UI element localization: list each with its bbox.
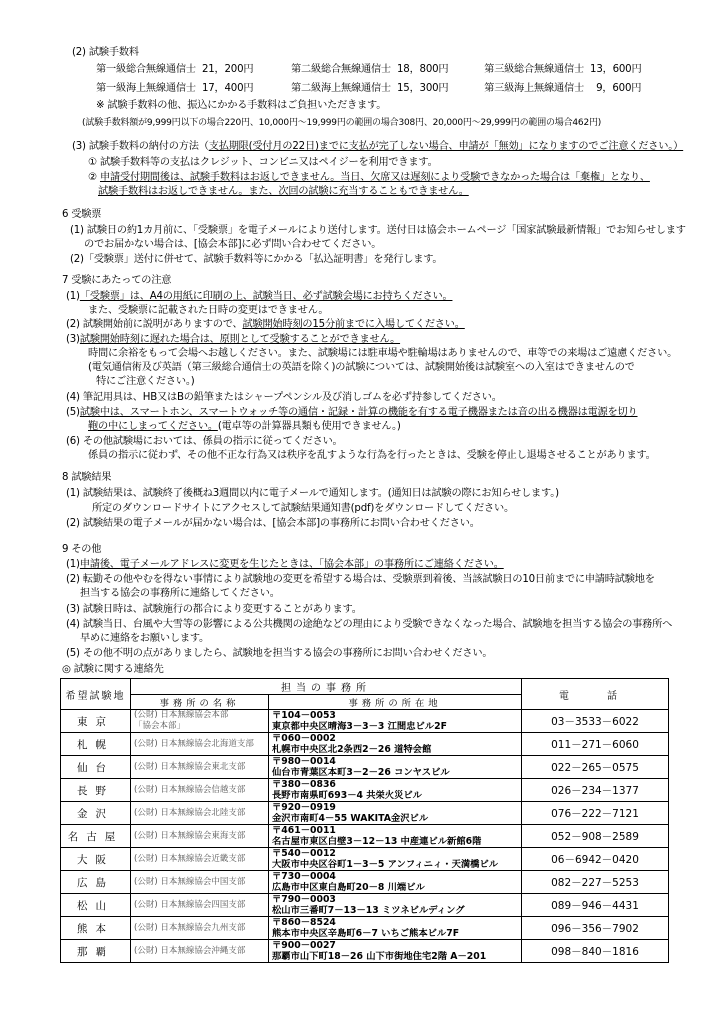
office-name-cell — [131, 871, 269, 894]
phone-cell: 03－3533－6022 — [522, 710, 669, 733]
table-row — [61, 825, 669, 848]
office-address-cell — [269, 871, 522, 894]
office-name: (公財) 日本無線協会沖縄支部 — [134, 945, 246, 956]
fee-note-2: (試験手数料額が9,999円以下の場合220円、10,000円～19,999円の範囲の場合308円、20,000円～29,999円の範囲の場合462円) — [82, 118, 602, 128]
phone-cell: 026－234－1377 — [522, 779, 669, 802]
s7-line-9 — [66, 406, 638, 419]
s7-device-notice: 試験中は、スマートホン、スマートウォッチ等の通信・記録・計算の機能を有する電子機器または音の出る機器は電源を切り — [79, 407, 638, 418]
office-address-cell — [269, 848, 522, 871]
office-name: (公財) 日本無線協会東北支部 — [134, 761, 246, 772]
office-address-cell — [269, 733, 522, 756]
postal-code: 〒060－0002 — [272, 733, 336, 744]
phone-cell: 076－222－7121 — [522, 802, 669, 825]
fee-note-1: ※ 試験手数料の他、振込にかかる手数料はご負担いただきます。 — [96, 100, 387, 111]
street-address: 那覇市山下町18－26 山下市街地住宅2階 A－201 — [272, 951, 487, 962]
office-name-cell — [131, 940, 269, 963]
street-address: 大阪市中央区谷町1－3－5 アンフィニィ・天満橋ビル — [272, 859, 499, 870]
header-phone: 電 話 — [522, 679, 669, 710]
fee-amount: 17，400円 — [201, 83, 254, 94]
city-cell: 広島 — [61, 871, 131, 894]
table-row — [61, 894, 669, 917]
table-row — [61, 917, 669, 940]
pay-label: (3) 試験手数料の納付の方法（ — [72, 141, 209, 152]
s9-line-3: 担当する協会の事務所に連絡してください。 — [80, 588, 280, 599]
office-name: (公財) 日本無線協会北陸支部 — [134, 807, 246, 818]
fee-name: 第一級総合無線通信士 — [96, 64, 196, 75]
phone-cell: 06－6942－0420 — [522, 848, 669, 871]
header-office-address: 事務所の所在地 — [269, 695, 522, 710]
city-cell: 大阪 — [61, 848, 131, 871]
office-name-cell — [131, 825, 269, 848]
s7-line-10 — [88, 420, 401, 433]
office-address-cell — [269, 710, 522, 733]
s6-line-3: (2)「受験票」送付に併せて、試験手数料等にかかる「払込証明書」を発行します。 — [70, 254, 443, 265]
pay-line-2: ① 試験手数料等の支払はクレジット、コンビニ又はペイジーを利用できます。 — [88, 157, 438, 168]
s9-line-5: (4) 試験当日、台風や大雪等の影響による公共機関の途絶などの理由により受験できなくなった場合、試験地を担当する協会の事務所へ — [66, 619, 673, 630]
phone-cell: 082－227－5253 — [522, 871, 669, 894]
s9-num: (1) — [66, 559, 80, 570]
office-address-cell — [269, 825, 522, 848]
s7-num: (5) — [66, 407, 80, 418]
office-name-cell — [131, 733, 269, 756]
office-name-cell — [131, 802, 269, 825]
office-name: (公財) 日本無線協会信越支部 — [134, 784, 246, 795]
s7-num: (1) — [66, 291, 80, 302]
office-name: (公財) 日本無線協会北海道支部 — [134, 738, 254, 749]
s7-line-3 — [66, 318, 465, 331]
pay-num: ② — [88, 172, 100, 183]
office-name-cell — [131, 710, 269, 733]
city-cell: 東京 — [61, 710, 131, 733]
city-cell: 金沢 — [61, 802, 131, 825]
office-name-cell — [131, 848, 269, 871]
office-address-cell — [269, 779, 522, 802]
fee-amount: 15，300円 — [397, 83, 449, 94]
postal-code: 〒104－0053 — [272, 710, 336, 721]
fee-amount: 21，200円 — [201, 64, 254, 75]
s9-line-1 — [66, 558, 504, 571]
table-header-row — [61, 679, 669, 695]
header-office-name: 事務所の名称 — [131, 695, 269, 710]
postal-code: 〒980－0014 — [272, 756, 336, 767]
street-address: 長野市南県町693－4 共栄火災ビル — [272, 790, 422, 801]
office-name: (公財) 日本無線協会東海支部 — [134, 830, 246, 841]
office-address-cell — [269, 756, 522, 779]
office-address-cell — [269, 917, 522, 940]
office-name-cell — [131, 917, 269, 940]
street-address: 仙台市青葉区本町3－2－26 コンヤスビル — [272, 767, 450, 778]
section-8-title: 8 試験結果 — [62, 472, 112, 483]
s9-line-4: (3) 試験日時は、試験施行の都合により変更することがあります。 — [66, 604, 362, 615]
fee-name: 第二級総合無線通信士 — [291, 64, 391, 75]
office-name: (公財) 日本無線協会四国支部 — [134, 899, 246, 910]
s9-line-2: (2) 転勤その他やむを得ない事情により試験地の変更を希望する場合は、受験票到着後、当該試験日の10日前までに申請時試験地を — [66, 574, 655, 585]
fee-heading: (2) 試験手数料 — [72, 47, 139, 58]
city-cell: 長野 — [61, 779, 131, 802]
s9-line-6: 早めに連絡をお願いします。 — [80, 633, 210, 644]
fee-name: 第三級海上無線通信士 — [484, 83, 584, 94]
s6-line-2: のでお届かない場合は、[協会本部]に必ず問い合わせてください。 — [84, 239, 382, 250]
city-cell: 仙台 — [61, 756, 131, 779]
pay-line-3 — [88, 171, 650, 184]
section-7-title: 7 受験にあたっての注意 — [62, 275, 172, 286]
s8-line-3: (2) 試験結果の電子メールが届かない場合は、[協会本部]の事務所にお問い合わせください。 — [66, 518, 480, 529]
phone-cell: 011－271－6060 — [522, 733, 669, 756]
office-address-cell — [269, 894, 522, 917]
postal-code: 〒730－0004 — [272, 871, 336, 882]
fee-name: 第一級海上無線通信士 — [96, 83, 196, 94]
section-9-title: 9 その他 — [62, 544, 102, 555]
table-row — [61, 779, 669, 802]
table-row — [61, 871, 669, 894]
street-address: 松山市三番町7－13－13 ミツネビルディング — [272, 905, 465, 916]
s8-line-2: 所定のダウンロードサイトにアクセスして試験結果通知書(pdf)をダウンロードしてください。 — [92, 503, 514, 514]
phone-cell: 089－946－4431 — [522, 894, 669, 917]
fee-amount: 9，600円 — [596, 83, 642, 94]
city-cell: 松山 — [61, 894, 131, 917]
street-address: 金沢市南町4－55 WAKITA金沢ビル — [272, 813, 429, 824]
s8-line-1: (1) 試験結果は、試験終了後概ね3週間以内に電子メールで通知します。(通知日は試験の際にお知らせします。) — [66, 488, 559, 499]
contacts-title: ◎ 試験に関する連絡先 — [62, 664, 164, 675]
fee-row-1 — [96, 63, 641, 76]
s7-line-5: 時間に余裕をもって会場へお越しください。また、試験場には駐車場や駐輪場はありませんので、車等での来場はご遠慮ください。 — [88, 348, 678, 359]
s7-ticket-notice: 「受験票」は、A4の用紙に印刷の上、試験当日、必ず試験会場にお持ちください。 — [79, 291, 453, 302]
office-address-cell — [269, 802, 522, 825]
s6-line-1: (1) 試験日の約1カ月前に、「受験票」を電子メールにより送付します。送付日は協会ホームページ「国家試験最新情報」でお知らせします — [70, 225, 686, 236]
city-cell: 名古屋 — [61, 825, 131, 848]
fee-name: 第三級総合無線通信士 — [484, 64, 584, 75]
s9-email-notice: 申請後、電子メールアドレスに変更を生じたときは、「協会本部」の事務所にご連絡ください。 — [79, 559, 504, 570]
s7-line-12: 係員の指示に従わず、その他不正な行為又は秩序を乱すような行為を行ったときは、受験を停止し退場させることがあります。 — [88, 450, 656, 461]
street-address: 名古屋市東区白壁3－12－13 中産連ビル新館6階 — [272, 836, 482, 847]
pay-deadline-warning: 支払期限(受付月の22日)までに支払が完了しない場合、申請が「無効」になりますのでご注意ください。） — [208, 141, 684, 152]
s7-entry-notice: 試験開始時刻の15分前までに入場してください。 — [242, 319, 465, 330]
phone-cell: 052－908－2589 — [522, 825, 669, 848]
city-cell: 熊本 — [61, 917, 131, 940]
city-cell: 那覇 — [61, 940, 131, 963]
office-name-cell — [131, 756, 269, 779]
table-row — [61, 756, 669, 779]
office-name: (公財) 日本無線協会近畿支部 — [134, 853, 246, 864]
postal-code: 〒461－0011 — [272, 825, 336, 836]
office-name: (公財) 日本無線協会本部 — [134, 710, 229, 720]
s7-line-2: また、受験票に記載された日時の変更はできません。 — [88, 305, 329, 316]
fee-row-2 — [96, 82, 641, 95]
table-row — [61, 733, 669, 756]
s7-late-notice: 試験開始時刻に遅れた場合は、原則として受験することができません。 — [79, 334, 401, 345]
s7-text: (2) 試験開始前に説明がありますので、 — [66, 319, 243, 330]
office-name-cell — [131, 779, 269, 802]
table-row — [61, 710, 669, 733]
fee-amount: 13，600円 — [590, 64, 642, 75]
postal-code: 〒920－0919 — [272, 802, 336, 813]
street-address: 熊本市中央区辛島町6－7 いちご熊本ビル7F — [272, 928, 460, 939]
office-name: (公財) 日本無線協会九州支部 — [134, 922, 246, 933]
office-alias: 「協会本部」 — [134, 721, 186, 731]
street-address: 広島市中区東白島町20－8 川端ビル — [272, 882, 425, 893]
street-address: 札幌市中央区北2条西2－26 道特会館 — [272, 744, 432, 755]
phone-cell: 022－265－0575 — [522, 756, 669, 779]
postal-code: 〒540－0012 — [272, 848, 336, 859]
table-row — [61, 848, 669, 871]
s7-line-4 — [66, 333, 400, 346]
s7-line-7: 特にご注意ください。) — [96, 376, 195, 387]
s7-line-11: (6) その他試験場においては、係員の指示に従ってください。 — [66, 436, 343, 447]
street-address: 東京都中央区晴海3－3－3 江間忠ビル2F — [272, 721, 447, 732]
s9-line-7: (5) その他不明の点がありましたら、試験地を担当する協会の事務所にお問い合わせください。 — [66, 648, 493, 659]
city-cell: 札幌 — [61, 733, 131, 756]
fee-amount: 18，800円 — [397, 64, 449, 75]
s7-num: (3) — [66, 334, 80, 345]
section-6-title: 6 受験票 — [62, 209, 102, 220]
pay-refund-warning: 申請受付期間後は、試験手数料はお返しできません。当日、欠席又は遅刻により受験できなかった場合は「棄権」となり、 — [99, 172, 650, 183]
table-row — [61, 802, 669, 825]
table-row — [61, 940, 669, 963]
postal-code: 〒900－0027 — [272, 940, 336, 951]
postal-code: 〒790－0003 — [272, 894, 336, 905]
s7-line-1 — [66, 290, 452, 303]
phone-cell: 098－840－1816 — [522, 940, 669, 963]
office-name: (公財) 日本無線協会中国支部 — [134, 876, 246, 887]
pay-line-1 — [72, 140, 683, 153]
header-office-group: 担当の事務所 — [131, 679, 522, 695]
office-name-cell — [131, 894, 269, 917]
postal-code: 〒380－0836 — [272, 779, 336, 790]
s7-line-6: (電気通信術及び英語（第三級総合通信士の英語を除く)の試験については、試験開始後は試験室への入室はできませんので — [88, 362, 635, 373]
s7-device-notice-cont: 鞄の中にしまってください。 — [88, 421, 218, 432]
s7-calc-notice: (電卓等の計算器具類も使用できません。) — [217, 421, 401, 432]
fee-name: 第二級海上無線通信士 — [291, 83, 391, 94]
phone-cell: 096－356－7902 — [522, 917, 669, 940]
pay-line-4: 試験手数料はお返しできません。また、次回の試験に充当することもできません。 — [98, 186, 469, 197]
postal-code: 〒860－8524 — [272, 917, 336, 928]
s7-line-8: (4) 筆記用具は、HB又はBの鉛筆またはシャープペンシル及び消しゴムを必ず持参してください。 — [66, 392, 502, 403]
contacts-table — [60, 678, 669, 963]
header-city: 希望試験地 — [61, 679, 131, 710]
office-address-cell — [269, 940, 522, 963]
